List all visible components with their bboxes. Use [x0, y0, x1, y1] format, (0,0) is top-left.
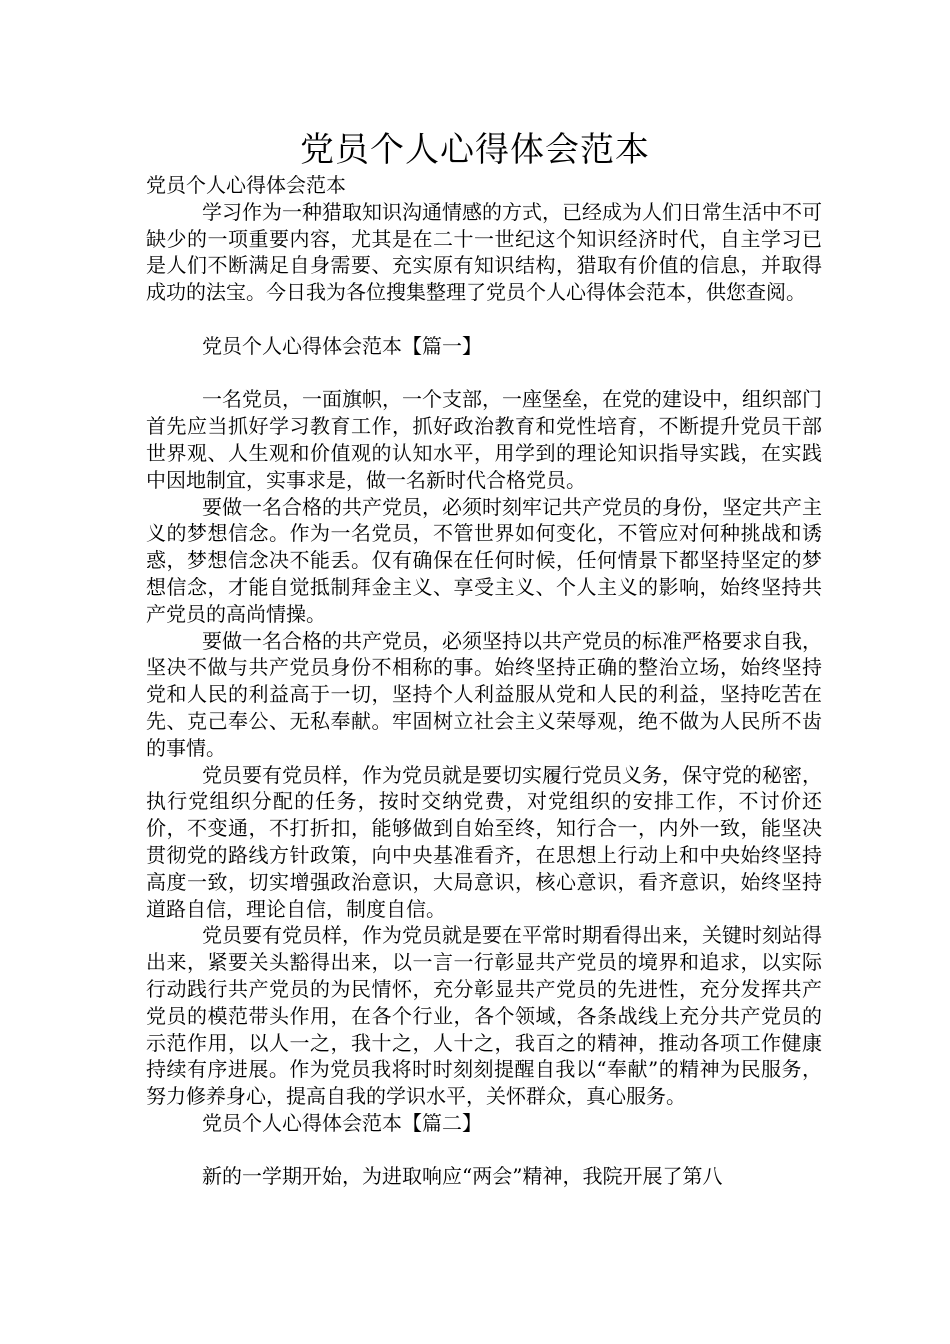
paragraph-6: 新的一学期开始，为进取响应“两会”精神，我院开展了第八 [202, 1164, 723, 1189]
section-heading-2: 党员个人心得体会范本【篇二】 [202, 1110, 482, 1135]
paragraph-1: 一名党员，一面旗帜，一个支部，一座堡垒，在党的建设中，组织部门首先应当抓好学习教育工作，抓好政治教育和党性培育，不断提升党员干部世界观、人生观和价值观的认知水平，用学到的理论知识指导实践，在实践中因地制宜，实事求是，做一名新时代合格党员。 [146, 387, 822, 492]
section-heading-1: 党员个人心得体会范本【篇一】 [202, 333, 482, 358]
paragraph-2: 要做一名合格的共产党员，必须时刻牢记共产党员的身份，坚定共产主义的梦想信念。作为一名党员，不管世界如何变化，不管应对何种挑战和诱惑，梦想信念决不能丢。仅有确保在任何时候，任何情景下都坚持坚定的梦想信念，才能自觉抵制拜金主义、享受主义、个人主义的影响，始终坚持共产党员的高尚情操。 [146, 494, 822, 626]
document-subtitle: 党员个人心得体会范本 [146, 173, 346, 197]
document-body [146, 172, 822, 1190]
intro-paragraph: 学习作为一种猎取知识沟通情感的方式，已经成为人们日常生活中不可缺少的一项重要内容，尤其是在二十一世纪这个知识经济时代，自主学习已是人们不断满足自身需要、充实原有知识结构，猎取有价值的信息，并取得成功的法宝。今日我为各位搜集整理了党员个人心得体会范本，供您查阅。 [146, 199, 822, 305]
paragraph-4: 党员要有党员样，作为党员就是要切实履行党员义务，保守党的秘密，执行党组织分配的任务，按时交纳党费，对党组织的安排工作，不讨价还价，不变通，不打折扣，能够做到自始至终，知行合一，内外一致，能坚决贯彻党的路线方针政策，向中央基准看齐，在思想上行动上和中央始终坚持高度一致，切实增强政治意识，大局意识，核心意识，看齐意识，始终坚持道路自信，理论自信，制度自信。 [146, 762, 822, 921]
document-title: 党员个人心得体会范本 [300, 130, 650, 170]
paragraph-5: 党员要有党员样，作为党员就是要在平常时期看得出来，关键时刻站得出来，紧要关头豁得出来，以一言一行彰显共产党员的境界和追求，以实际行动践行共产党员的为民情怀，充分彰显共产党员的先进性，充分发挥共产党员的模范带头作用，在各个行业，各个领域，各条战线上充分共产党员的示范作用，以人一之，我十之，人十之，我百之的精神，推动各项工作健康持续有序进展。作为党员我将时时刻刻提醒自我以“奉献”的精神为民服务，努力修养身心，提高自我的学识水平，关怀群众，真心服务。 [146, 923, 822, 1109]
paragraph-3: 要做一名合格的共产党员，必须坚持以共产党员的标准严格要求自我，坚决不做与共产党员身份不相称的事。始终坚持正确的整治立场，始终坚持党和人民的利益高于一切，坚持个人利益服从党和人民的利益，坚持吃苦在先、克己奉公、无私奉献。牢固树立社会主义荣辱观，绝不做为人民所不齿的事情。 [146, 628, 822, 760]
